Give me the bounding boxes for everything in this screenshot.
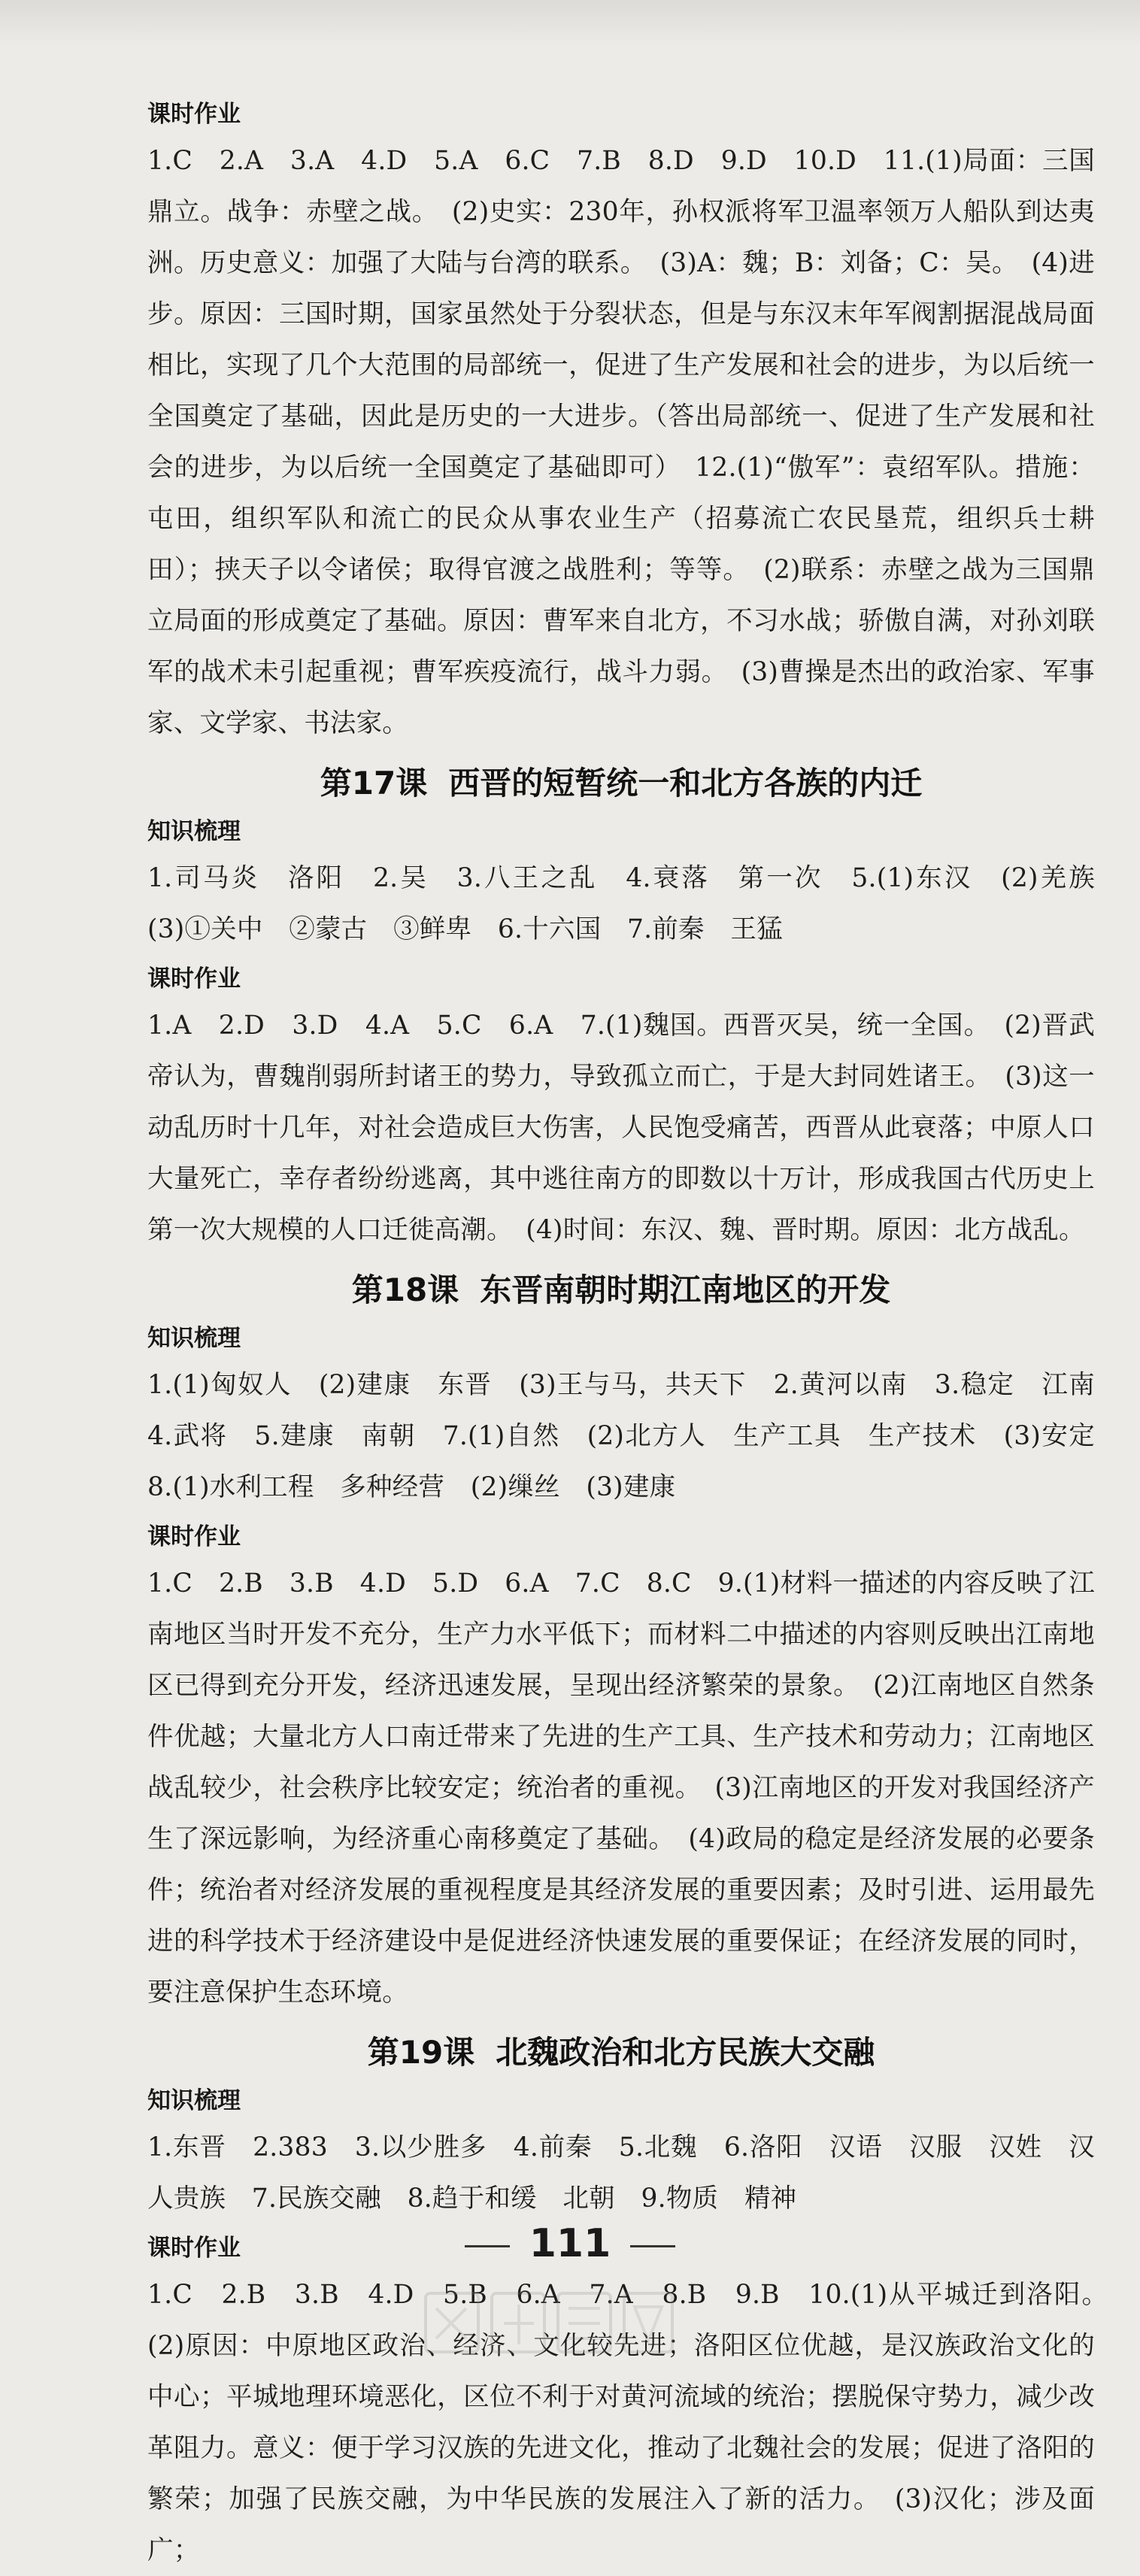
lesson-title [147,2030,1095,2075]
answer-paragraph: 1.C 2.A 3.A 4.D 5.A 6.C 7.B 8.D 9.D 10.D 11.(1)局面：三国鼎立。战争：赤壁之战。 (2)史实：230年，孙权派将军卫温率领万人船队到达夷洲。历史意义：加强了大陆与台湾的联系。 (3)A：魏；B：刘备；C：吴。 (4)进步。原因：三国时期，国家虽然处于分裂状态，但是与东汉末年军阀割据混战局面相比，实现了几个大范围的局部统一，促进了生产发展和社会的进步，为以后统一全国奠定了基础，因此是历史的一大进步。（答出局部统一、促进了生产发展和社会的进步，为以后统一全国奠定了基础即可） 12.(1)“傲军”：袁绍军队。措施：屯田，组织军队和流亡的民众从事农业生产（招募流亡农民垦荒，组织兵士耕田）；挟天子以令诸侯；取得官渡之战胜利；等等。 (2)联系：赤壁之战为三国鼎立局面的形成奠定了基础。原因：曹军来自北方，不习水战；骄傲自满，对孙刘联军的战术未引起重视；曹军疾疫流行，战斗力弱。 (3)曹操是杰出的政治家、军事家、文学家、书法家。 [147,146,1095,738]
answer-paragraph: 1.C 2.B 3.B 4.D 5.D 6.A 7.C 8.C 9.(1)材料一描述的内容反映了江南地区当时开发不充分，生产力水平低下；而材料二中描述的内容则反映出江南地区已得到充分开发，经济迅速发展，呈现出经济繁荣的景象。 (2)江南地区自然条件优越；大量北方人口南迁带来了先进的生产工具、生产技术和劳动力；江南地区战乱较少，社会秩序比较安定；统治者的重视。 (3)江南地区的开发对我国经济产生了深远影响，为经济重心南移奠定了基础。 (4)政局的稳定是经济发展的必要条件；统治者对经济发展的重视程度是其经济发展的重要因素；及时引进、运用最先进的科学技术于经济建设中是促进经济快速发展的重要保证；在经济发展的同时，要注意保护生态环境。 [147,1568,1095,2008]
lesson-number: 第17课 [320,765,428,802]
answer-page [147,90,1121,2576]
lesson-number: 第18课 [351,1271,459,1308]
lesson-name: 东晋南朝时期江南地区的开发 [480,1271,891,1308]
page-number-row [0,2221,1140,2266]
lesson-number: 第19课 [367,2034,475,2071]
lesson-title [147,1268,1095,1313]
left-dash [465,2245,510,2247]
answer-paragraph: 1.东晋 2.383 3.以少胜多 4.前秦 5.北魏 6.洛阳 汉语 汉服 汉姓 汉人贵族 7.民族交融 8.趋于和缓 北朝 9.物质 精神 [147,2132,1095,2214]
section-label: 课时作业 [147,101,241,128]
section-label: 课时作业 [147,965,241,993]
lesson-title [147,761,1095,806]
section-label: 知识梳理 [147,1325,241,1352]
answer-paragraph: 1.(1)匈奴人 (2)建康 东晋 (3)王与马，共天下 2.黄河以南 3.稳定 江南 4.武将 5.建康 南朝 7.(1)自然 (2)北方人 生产工具 生产技术 (3)安定 8.(1)水利工程 多种经营 (2)缫丝 (3)建康 [147,1370,1121,1502]
watermark-logo [421,2286,677,2361]
section-label: 课时作业 [147,1523,241,1550]
right-dash [630,2245,675,2247]
section-label: 知识梳理 [147,818,241,845]
scan-shadow [0,0,1140,45]
answer-paragraph: 1.司马炎 洛阳 2.吴 3.八王之乱 4.衰落 第一次 5.(1)东汉 (2)羌族 (3)①关中 ②蒙古 ③鲜卑 6.十六国 7.前秦 王猛 [147,863,1121,944]
lesson-name: 西晋的短暂统一和北方各族的内迁 [448,765,923,802]
answer-paragraph: 1.A 2.D 3.D 4.A 5.C 6.A 7.(1)魏国。西晋灭吴，统一全国。 (2)晋武帝认为，曹魏削弱所封诸王的势力，导致孤立而亡，于是大封同姓诸王。 (3)这一动乱历时十几年，对社会造成巨大伤害，人民饱受痛苦，西晋从此衰落；中原人口大量死亡，幸存者纷纷逃离，其中逃往南方的即数以十万计，形成我国古代历史上第一次大规模的人口迁徙高潮。 (4)时间：东汉、魏、晋时期。原因：北方战乱。 [147,1011,1095,1245]
lesson-name: 北魏政治和北方民族大交融 [496,2034,875,2071]
page-number: 111 [529,2221,611,2266]
section-label: 知识梳理 [147,2087,241,2114]
answer-paragraph: 1.C 2.B 3.B 4.D 5.B 6.A 7.A 8.B 9.B 10.(1)从平城迁到洛阳。 (2)原因：中原地区政治、经济、文化较先进；洛阳区位优越，是汉族政治文化的中心；平城地理环境恶化，区位不利于对黄河流域的统治；摆脱保守势力，减少改革阻力。意义：便于学习汉族的先进文化，推动了北魏社会的发展；促进了洛阳的繁荣；加强了民族交融，为中华民族的发展注入了新的活力。 (3)汉化；涉及面广； [147,2280,1121,2565]
section-label: 课时作业 [147,2235,241,2262]
